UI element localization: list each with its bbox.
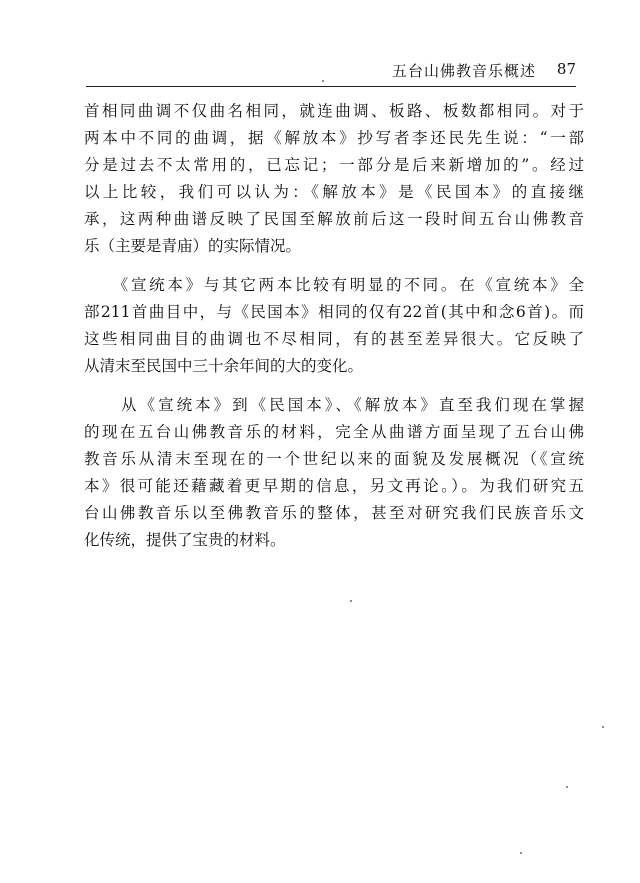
running-header [86,56,576,87]
body-text [84,98,584,554]
text-line: 以上比较，我们可以认为：《解放本》是《民国本》的直接继 [84,183,584,201]
text-line: 台山佛教音乐以至佛教音乐的整体，甚至对研究我们民族音乐文 [84,504,584,522]
text-line: 《宣统本》与其它两本比较有明显的不同。在《宣统本》全 [84,276,584,294]
scan-speck [322,80,324,82]
text-line: 承，这两种曲谱反映了民国至解放前后这一段时间五台山佛教音 [84,210,584,228]
scan-speck [350,600,352,602]
scan-speck [566,786,568,788]
text-line: 本》很可能还藉藏着更早期的信息，另文再论。）。为我们研究五 [84,477,584,495]
text-line: 乐（主要是青庙）的实际情况。 [84,237,302,255]
text-line: 教音乐从清末至现在的一个世纪以来的面貌及发展概况（《宣统 [84,450,584,468]
text-line: 的现在五台山佛教音乐的材料，完全从曲谱方面呈现了五台山佛 [84,423,584,441]
paragraph-2 [84,272,584,380]
paragraph-3 [84,392,584,554]
page-number: 87 [556,60,576,78]
text-line: 部211首曲目中，与《民国本》相同的仅有22首(其中和念6首)。而 [84,303,584,321]
text-line: 从《宣统本》到《民国本》、《解放本》直至我们现在掌握 [84,396,584,414]
paragraph-spacer [84,380,584,392]
paragraph-spacer [84,260,584,272]
scan-speck [602,726,604,728]
text-line: 首相同曲调不仅曲名相同，就连曲调、板路、板数都相同。对于 [84,102,584,120]
text-line: 从清末至民国中三十余年间的大的变化。 [84,357,364,375]
text-line: 分是过去不太常用的，已忘记；一部分是后来新增加的”。经过 [84,156,584,174]
text-line: 两本中不同的曲调，据《解放本》抄写者李还民先生说：“一部 [84,129,584,147]
text-line: 化传统，提供了宝贵的材料。 [84,531,286,549]
text-line: 这些相同曲目的曲调也不尽相同，有的甚至差异很大。它反映了 [84,330,584,348]
running-title: 五台山佛教音乐概述 [391,62,536,80]
scan-speck [520,852,522,854]
paragraph-1 [84,98,584,260]
